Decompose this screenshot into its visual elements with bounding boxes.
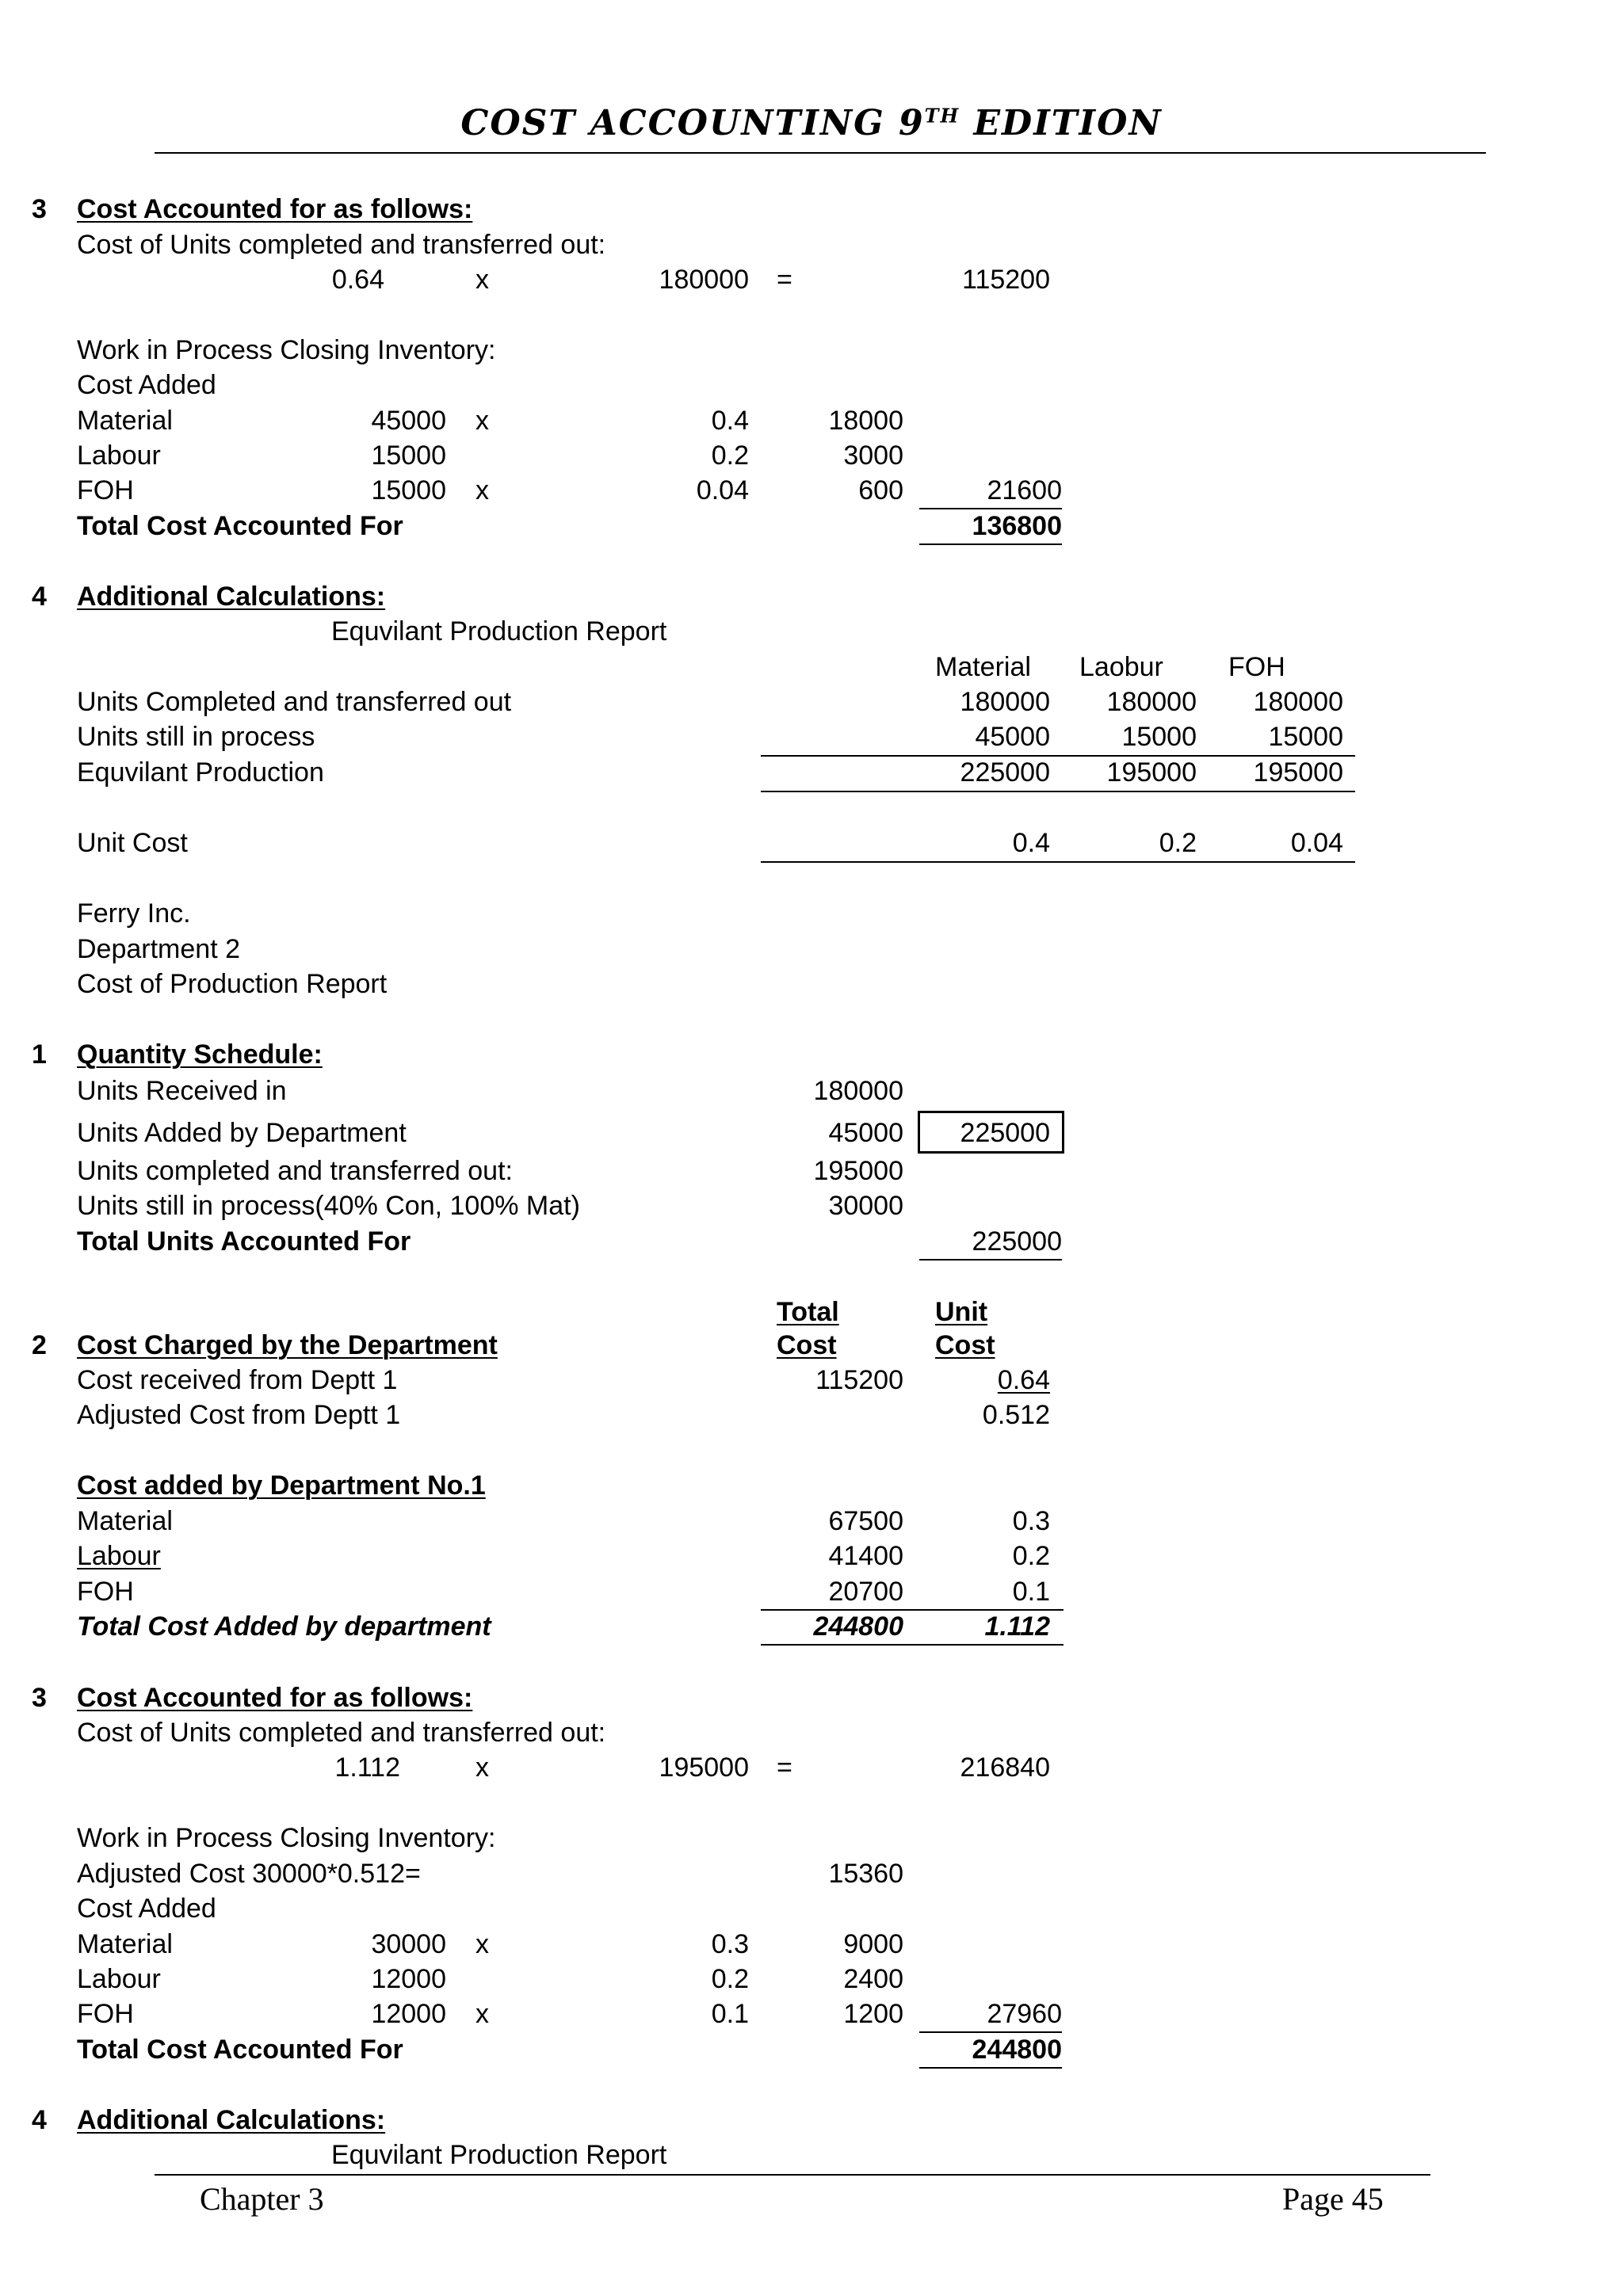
s1-heading-row (0, 1037, 1623, 1072)
adjusted-value: 15360 (828, 1859, 903, 1889)
multiply-sign: x (475, 265, 489, 295)
row-label: Adjusted Cost from Deptt 1 (77, 1400, 401, 1430)
row-label: Cost received from Deptt 1 (77, 1365, 398, 1395)
s4a-column-headers (0, 650, 1623, 685)
total-label: Total Cost Accounted For (77, 511, 403, 541)
row-label: Material (77, 1929, 173, 1959)
value-foh: 195000 (1253, 757, 1343, 788)
s3a-heading-row (0, 192, 1623, 227)
value-material: 45000 (975, 722, 1050, 752)
s3a-material-row (0, 403, 1623, 438)
s4a-row-unit-cost (0, 826, 1623, 860)
subtotal: 27960 (919, 1997, 1062, 2033)
s4a-row-completed (0, 685, 1623, 719)
equals-sign: = (777, 265, 792, 295)
s3a-calc-row (0, 262, 1623, 297)
row-label: Adjusted Cost 30000*0.512= (77, 1859, 421, 1889)
section-number: 1 (32, 1039, 47, 1070)
section-heading: Cost Accounted for as follows: (77, 194, 473, 224)
rate: 0.3 (711, 1929, 749, 1959)
rate: 0.2 (711, 441, 749, 471)
units: 15000 (371, 441, 446, 471)
s3a-foh-row (0, 473, 1623, 508)
row-total: 67500 (828, 1506, 903, 1536)
row-label: Equvilant Production (77, 757, 324, 788)
s2-labour-row (0, 1539, 1623, 1573)
s3a-total-row (0, 509, 1623, 543)
row-total: 20700 (828, 1577, 903, 1607)
s3a-cost-added-row (0, 368, 1623, 402)
s1-row-completed (0, 1154, 1623, 1188)
s3b-labour-row (0, 1962, 1623, 1997)
col-header-foh: FOH (1228, 652, 1285, 682)
col-header-total: Total (777, 1297, 839, 1327)
row-label: Units still in process(40% Con, 100% Mat) (77, 1191, 580, 1221)
s4a-row-equivalent (0, 755, 1623, 790)
s4a-heading-row (0, 579, 1623, 614)
subheading: Equvilant Production Report (331, 616, 667, 646)
boxed-total-frame (918, 1111, 1064, 1154)
units: 12000 (371, 1999, 446, 2029)
total-value: 136800 (919, 509, 1062, 545)
row-label: Cost of Units completed and transferred out: (77, 230, 606, 260)
value-material: 0.4 (1012, 828, 1050, 858)
row-label: Material (77, 406, 173, 436)
rule (761, 791, 1355, 792)
unit-cost: 0.64 (331, 265, 384, 295)
col-header-total-2: Cost (777, 1330, 837, 1360)
units: 15000 (371, 475, 446, 505)
row-label: Units Added by Department (77, 1118, 407, 1148)
amount: 3000 (843, 441, 903, 471)
s4b-subheading-row (0, 2138, 1623, 2172)
units: 45000 (371, 406, 446, 436)
report-company-row (0, 896, 1623, 931)
row-label: Units completed and transferred out: (77, 1156, 513, 1186)
report-department-row (0, 932, 1623, 967)
header-rule (155, 152, 1486, 154)
row-label: FOH (77, 1999, 134, 2029)
section-number: 4 (32, 582, 47, 612)
s3b-total-row (0, 2032, 1623, 2067)
row-label: Units Completed and transferred out (77, 687, 512, 717)
amount: 9000 (843, 1929, 903, 1959)
row-value: 180000 (813, 1076, 903, 1106)
row-total: 115200 (815, 1365, 903, 1395)
s3b-material-row (0, 1927, 1623, 1962)
section-number: 3 (32, 194, 47, 224)
row-label: Labour (77, 1964, 161, 1994)
multiply-sign: x (475, 1929, 489, 1959)
s4a-row-in-process (0, 719, 1623, 754)
s2-col-header-top (0, 1295, 1623, 1329)
s2-material-row (0, 1504, 1623, 1539)
total-label: Total Cost Added by department (77, 1611, 491, 1642)
row-unit: 0.512 (982, 1400, 1050, 1430)
value-labour: 180000 (1106, 687, 1197, 717)
row-label: FOH (77, 1577, 134, 1607)
row-unit: 0.3 (1012, 1506, 1050, 1536)
s2-received-row (0, 1363, 1623, 1398)
s2-foh-row (0, 1574, 1623, 1609)
s1-row-received (0, 1074, 1623, 1108)
footer-rule (155, 2174, 1430, 2176)
result: 115200 (962, 265, 1050, 295)
s3b-cost-added-row (0, 1891, 1623, 1926)
subtotal: 21600 (919, 473, 1062, 509)
section-heading: Quantity Schedule: (77, 1039, 323, 1070)
rate: 0.4 (711, 406, 749, 436)
section-heading: Cost Charged by the Department (77, 1330, 498, 1360)
row-value: 30000 (828, 1191, 903, 1221)
row-label: Material (77, 1506, 173, 1536)
row-label: Labour (77, 1541, 161, 1571)
row-label: Units Received in (77, 1076, 287, 1106)
row-label: Cost Added (77, 1894, 216, 1924)
row-unit: 0.1 (1012, 1577, 1050, 1607)
row-unit: 0.2 (1012, 1541, 1050, 1571)
s3b-transferred-row (0, 1715, 1623, 1750)
units: 30000 (371, 1929, 446, 1959)
amount: 18000 (828, 406, 903, 436)
row-value: 45000 (828, 1118, 903, 1148)
multiply-sign: x (475, 1753, 489, 1783)
s3b-heading-row (0, 1680, 1623, 1715)
s2-heading-row (0, 1328, 1623, 1363)
units: 195000 (659, 1753, 749, 1783)
department-name: Department 2 (77, 934, 240, 964)
total-label: Total Cost Accounted For (77, 2035, 403, 2065)
rate: 0.2 (711, 1964, 749, 1994)
value-material: 225000 (960, 757, 1050, 788)
rule (761, 861, 1355, 863)
row-label: Unit Cost (77, 828, 188, 858)
col-header-material: Material (935, 652, 1031, 682)
subsection-heading: Cost added by Department No.1 (77, 1470, 486, 1501)
amount: 1200 (843, 1999, 903, 2029)
row-label: Cost Added (77, 370, 216, 400)
row-label: Labour (77, 441, 161, 471)
rate: 0.04 (696, 475, 749, 505)
col-header-labour: Laobur (1079, 652, 1163, 682)
total-value: 244800 (919, 2032, 1062, 2069)
s3b-foh-row (0, 1997, 1623, 2031)
s1-row-in-process (0, 1188, 1623, 1223)
value-labour: 15000 (1121, 722, 1197, 752)
s2-added-heading-row (0, 1468, 1623, 1503)
equals-sign: = (777, 1753, 792, 1783)
boxed-total: 225000 (960, 1118, 1050, 1148)
value-foh: 0.04 (1290, 828, 1343, 858)
section-heading: Additional Calculations: (77, 582, 386, 612)
s3b-wip-row (0, 1821, 1623, 1855)
rule (761, 1644, 1064, 1646)
section-number: 2 (32, 1330, 47, 1360)
total-label: Total Units Accounted For (77, 1226, 411, 1257)
multiply-sign: x (475, 1999, 489, 2029)
s4a-subheading-row (0, 614, 1623, 649)
footer-chapter: Chapter 3 (200, 2181, 324, 2217)
row-value: 195000 (813, 1156, 903, 1186)
value-material: 180000 (960, 687, 1050, 717)
footer-page-number: Page 45 (1282, 2181, 1384, 2217)
section-heading: Cost Accounted for as follows: (77, 1683, 473, 1713)
total-value: 225000 (919, 1224, 1062, 1261)
total-value: 244800 (813, 1611, 903, 1642)
row-label: Cost of Units completed and transferred out: (77, 1718, 606, 1748)
col-header-unit-2: Cost (935, 1330, 995, 1360)
s3a-wip-row (0, 333, 1623, 368)
s1-row-added (0, 1116, 1623, 1150)
s1-total-row (0, 1224, 1623, 1259)
row-unit: 0.64 (997, 1365, 1050, 1395)
amount: 600 (858, 475, 903, 505)
rate: 0.1 (711, 1999, 749, 2029)
subheading: Equvilant Production Report (331, 2140, 667, 2170)
report-title-row (0, 967, 1623, 1001)
value-labour: 195000 (1106, 757, 1197, 788)
s3a-labour-row (0, 438, 1623, 473)
units: 180000 (659, 265, 749, 295)
amount: 2400 (843, 1964, 903, 1994)
multiply-sign: x (475, 475, 489, 505)
page-title: COST ACCOUNTING 9TH EDITION (460, 103, 1163, 143)
s3a-transferred-row (0, 227, 1623, 262)
row-label: Units still in process (77, 722, 315, 752)
units: 12000 (371, 1964, 446, 1994)
section-number: 4 (32, 2105, 47, 2135)
col-header-unit: Unit (935, 1297, 988, 1327)
s2-adjusted-row (0, 1398, 1623, 1432)
section-heading: Additional Calculations: (77, 2105, 386, 2135)
unit-cost: 1.112 (334, 1753, 400, 1783)
unit-total-value: 1.112 (984, 1611, 1050, 1642)
report-title: Cost of Production Report (77, 969, 388, 999)
row-label: Work in Process Closing Inventory: (77, 335, 496, 365)
row-label: Work in Process Closing Inventory: (77, 1823, 496, 1853)
result: 216840 (960, 1753, 1050, 1783)
row-total: 41400 (828, 1541, 903, 1571)
section-number: 3 (32, 1683, 47, 1713)
multiply-sign: x (475, 406, 489, 436)
s3b-calc-row (0, 1750, 1623, 1785)
s2-total-row (0, 1609, 1623, 1644)
s4b-heading-row (0, 2103, 1623, 2138)
value-labour: 0.2 (1159, 828, 1197, 858)
s3b-adjusted-row (0, 1856, 1623, 1891)
row-label: FOH (77, 475, 134, 505)
value-foh: 180000 (1253, 687, 1343, 717)
value-foh: 15000 (1268, 722, 1343, 752)
company-name: Ferry Inc. (77, 898, 191, 929)
